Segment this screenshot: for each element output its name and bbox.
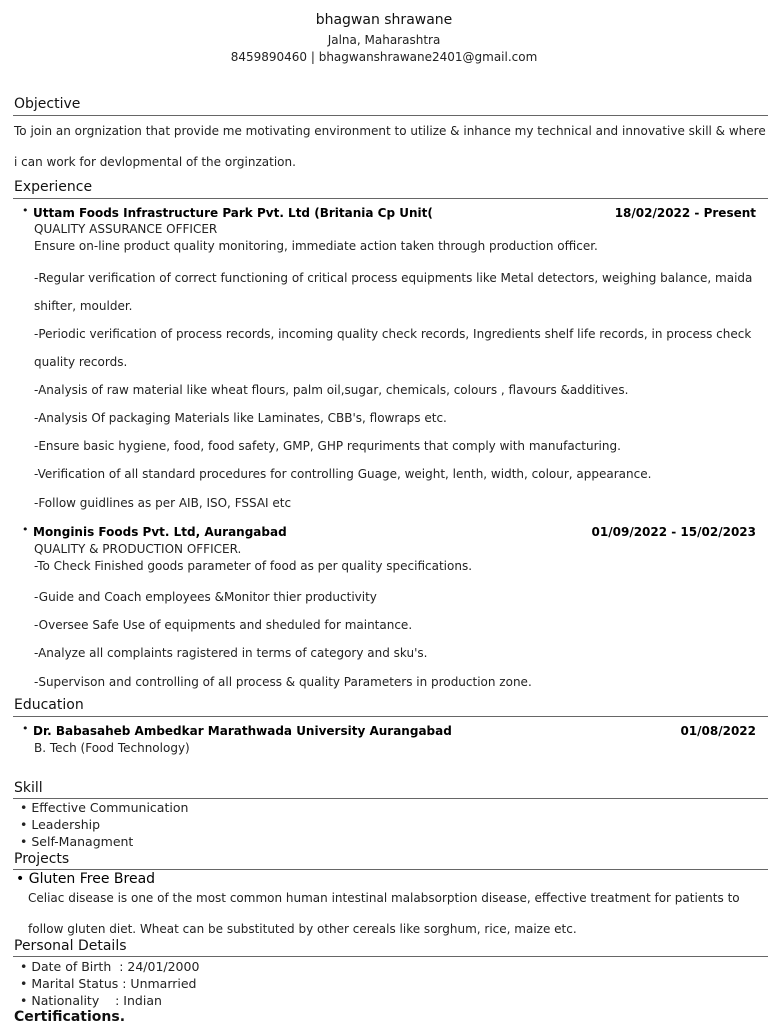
job-1-line: -Ensure basic hygiene, food, food safety, GMP, GHP requriments that comply with manufacturing. — [34, 439, 621, 453]
skills-heading: Skill — [14, 780, 43, 796]
education-bullet: • — [22, 722, 29, 735]
project-bullet: • — [16, 871, 29, 887]
job-2-dates: 01/09/2022 - 15/02/2023 — [591, 525, 756, 539]
projects-divider — [13, 869, 768, 870]
job-bullet: • — [22, 523, 29, 536]
job-1-line: -Analysis Of packaging Materials like Laminates, CBB's, flowraps etc. — [34, 411, 447, 425]
skill-label: Self-Managment — [31, 834, 134, 849]
candidate-contact: 8459890460 | bhagwanshrawane2401@gmail.com — [230, 50, 538, 64]
job-1-line: -Analysis of raw material like wheat flours, palm oil,sugar, chemicals, colours , flavours &additives. — [34, 383, 629, 397]
experience-divider — [13, 198, 768, 199]
skill-item — [20, 817, 100, 832]
skill-label: Effective Communication — [31, 800, 189, 815]
skill-item — [20, 800, 188, 815]
certifications-heading: Certifications. — [14, 1009, 126, 1025]
project-desc-line-2: follow gluten diet. Wheat can be substituted by other cereals like sorghum, rice, maize etc. — [28, 922, 577, 936]
education-heading: Education — [14, 697, 84, 713]
job-1-line: -Regular verification of correct functioning of critical process equipments like Metal detectors, weighing balance, maida — [34, 271, 753, 285]
job-1-line: shifter, moulder. — [34, 299, 133, 313]
personal-label: Nationality : Indian — [31, 993, 162, 1008]
education-date: 01/08/2022 — [680, 724, 756, 738]
job-2-role: QUALITY & PRODUCTION OFFICER. — [34, 542, 242, 556]
skill-bullet: • — [20, 834, 32, 849]
personal-bullet: • — [20, 959, 32, 974]
job-2-line: -Guide and Coach employees &Monitor thier productivity — [34, 590, 377, 604]
job-2-line: -Oversee Safe Use of equipments and sheduled for maintance. — [34, 618, 413, 632]
projects-heading: Projects — [14, 851, 70, 867]
personal-label: Date of Birth : 24/01/2000 — [31, 959, 200, 974]
job-bullet: • — [22, 204, 29, 217]
personal-item — [20, 993, 162, 1008]
project-desc-line-1: Celiac disease is one of the most common human intestinal malabsorption disease, effective treatment for patients to — [28, 891, 740, 905]
job-1-line: -Verification of all standard procedures for controlling Guage, weight, lenth, width, colour, appearance. — [34, 467, 652, 481]
job-1-line: -Periodic verification of process records, incoming quality check records, Ingredients shelf life records, in process check — [34, 327, 752, 341]
skill-bullet: • — [20, 817, 32, 832]
job-2-line: -To Check Finished goods parameter of food as per quality specifications. — [34, 559, 473, 573]
job-2-company: Monginis Foods Pvt. Ltd, Aurangabad — [33, 525, 287, 539]
candidate-name: bhagwan shrawane — [315, 12, 453, 28]
candidate-location: Jalna, Maharashtra — [327, 33, 441, 47]
skill-bullet: • — [20, 800, 32, 815]
job-1-line: -Follow guidlines as per AIB, ISO, FSSAI etc — [34, 496, 292, 510]
project-name: Gluten Free Bread — [28, 871, 156, 887]
skill-label: Leadership — [31, 817, 101, 832]
objective-divider — [13, 115, 768, 116]
job-1-role: QUALITY ASSURANCE OFFICER — [34, 222, 218, 236]
job-1-line: quality records. — [34, 355, 128, 369]
objective-line-1: To join an orgnization that provide me motivating environment to utilize & inhance my technical and innovative skill & where — [14, 124, 766, 138]
personal-bullet: • — [20, 976, 32, 991]
personal-label: Marital Status : Unmarried — [31, 976, 197, 991]
education-school: Dr. Babasaheb Ambedkar Marathwada University Aurangabad — [33, 724, 452, 738]
objective-heading: Objective — [14, 96, 81, 112]
job-2-line: -Analyze all complaints ragistered in terms of category and sku's. — [34, 646, 428, 660]
education-degree: B. Tech (Food Technology) — [34, 741, 190, 755]
education-divider — [13, 716, 768, 717]
skill-item — [20, 834, 133, 849]
skills-divider — [13, 798, 768, 799]
personal-bullet: • — [20, 993, 32, 1008]
job-1-company: Uttam Foods Infrastructure Park Pvt. Ltd (Britania Cp Unit( — [33, 206, 433, 220]
personal-divider — [13, 956, 768, 957]
personal-item — [20, 959, 199, 974]
job-1-line: Ensure on-line product quality monitoring, immediate action taken through production officer. — [34, 239, 598, 253]
objective-line-2: i can work for devlopmental of the orginzation. — [14, 155, 296, 169]
job-2-line: -Supervison and controlling of all process & quality Parameters in production zone. — [34, 675, 532, 689]
personal-item — [20, 976, 196, 991]
project-title — [16, 871, 155, 887]
experience-heading: Experience — [14, 179, 93, 195]
personal-heading: Personal Details — [14, 938, 127, 954]
job-1-dates: 18/02/2022 - Present — [614, 206, 756, 220]
